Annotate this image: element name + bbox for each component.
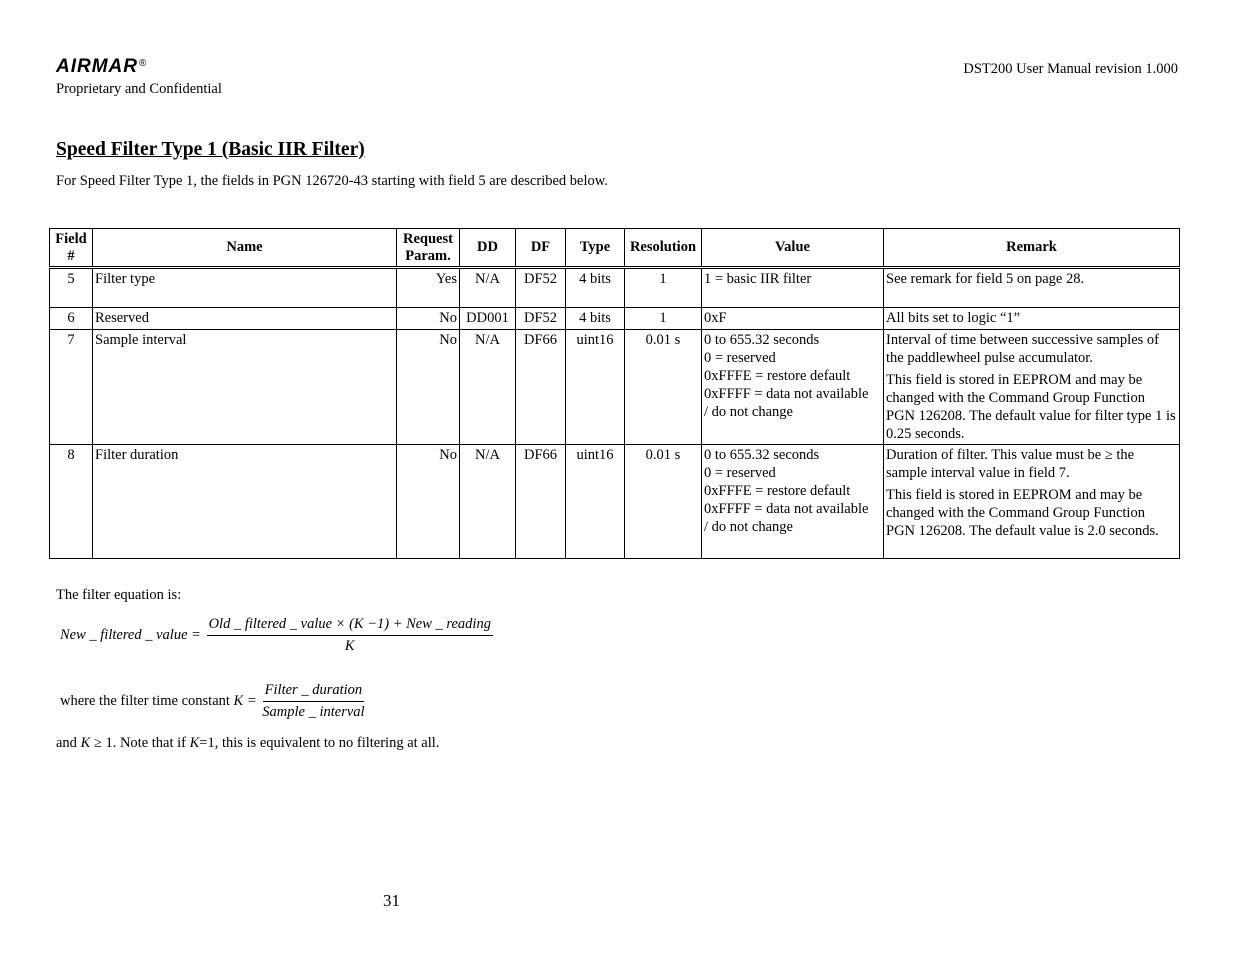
header-df: DF [516, 229, 566, 268]
cell-df: DF66 [516, 445, 566, 559]
cell-field: 6 [50, 308, 93, 330]
page-number: 31 [383, 891, 400, 910]
equation-fraction [207, 616, 493, 655]
time-constant-denominator: Sample _ interval [262, 704, 365, 720]
registered-mark: ® [139, 58, 148, 69]
cell-type: 4 bits [566, 268, 625, 308]
time-constant-equation [60, 682, 365, 721]
cell-resolution: 0.01 s [625, 330, 702, 445]
cell-remark: See remark for field 5 on page 28. [884, 268, 1180, 308]
cell-type: 4 bits [566, 308, 625, 330]
cell-dd: N/A [460, 268, 516, 308]
equation-denominator: K [344, 638, 355, 654]
cell-name: Reserved [93, 308, 397, 330]
cell-name: Sample interval [93, 330, 397, 445]
confidential-label: Proprietary and Confidential [56, 81, 222, 97]
header-value: Value [702, 229, 884, 268]
section-heading: Speed Filter Type 1 (Basic IIR Filter) [56, 139, 365, 160]
cell-field: 5 [50, 268, 93, 308]
cell-value: 0xF [702, 308, 884, 330]
header-type: Type [566, 229, 625, 268]
cell-request: No [397, 308, 460, 330]
cell-remark: All bits set to logic “1” [884, 308, 1180, 330]
cell-field: 8 [50, 445, 93, 559]
brand-name: AIRMAR [56, 56, 138, 77]
cell-dd: N/A [460, 445, 516, 559]
cell-df: DF52 [516, 308, 566, 330]
equation-note: and K ≥ 1. Note that if K=1, this is equivalent to no filtering at all. [56, 735, 440, 751]
cell-value: 0 to 655.32 seconds 0 = reserved 0xFFFE = restore default 0xFFFF = data not available / do not change [702, 330, 884, 445]
table-row [50, 330, 1180, 445]
table-row [50, 268, 1180, 308]
brand-logo [56, 56, 147, 78]
header-resolution: Resolution [625, 229, 702, 268]
table-row [50, 445, 1180, 559]
cell-resolution: 0.01 s [625, 445, 702, 559]
filter-equation [60, 616, 493, 655]
cell-request: Yes [397, 268, 460, 308]
cell-resolution: 1 [625, 268, 702, 308]
cell-request: No [397, 445, 460, 559]
cell-field: 7 [50, 330, 93, 445]
cell-df: DF52 [516, 268, 566, 308]
header-dd: DD [460, 229, 516, 268]
cell-name: Filter duration [93, 445, 397, 559]
equation-numerator: Old _ filtered _ value × (K −1) + New _ reading [207, 616, 493, 636]
cell-value: 0 to 655.32 seconds 0 = reserved 0xFFFE = restore default 0xFFFF = data not available / do not change [702, 445, 884, 559]
cell-remark: Interval of time between successive samples of the paddlewheel pulse accumulator. This field is stored in EEPROM and may be changed with the Command Group Function PGN 126208. The default value for filter type 1 is 0.25 seconds. [884, 330, 1180, 445]
cell-type: uint16 [566, 330, 625, 445]
header-remark: Remark [884, 229, 1180, 268]
table-row [50, 308, 1180, 330]
equation-intro: The filter equation is: [56, 587, 182, 603]
equation-lhs: New _ filtered _ value = [60, 626, 201, 643]
cell-dd: N/A [460, 330, 516, 445]
cell-name: Filter type [93, 268, 397, 308]
time-constant-fraction [262, 682, 364, 721]
cell-dd: DD001 [460, 308, 516, 330]
time-constant-symbol: K = [233, 692, 257, 709]
cell-resolution: 1 [625, 308, 702, 330]
time-constant-numerator: Filter _ duration [263, 682, 364, 702]
cell-remark: Duration of filter. This value must be ≥ the sample interval value in field 7. This field is stored in EEPROM and may be changed with the Command Group Function PGN 126208. The default value is 2.0 seconds. [884, 445, 1180, 559]
cell-request: No [397, 330, 460, 445]
cell-type: uint16 [566, 445, 625, 559]
field-table [49, 228, 1180, 559]
header-name: Name [93, 229, 397, 268]
cell-value: 1 = basic IIR filter [702, 268, 884, 308]
document-reference: DST200 User Manual revision 1.000 [963, 61, 1178, 77]
table-header-row [50, 229, 1180, 268]
time-constant-prefix: where the filter time constant [60, 692, 230, 709]
header-field: Field # [50, 229, 93, 268]
cell-df: DF66 [516, 330, 566, 445]
section-intro: For Speed Filter Type 1, the fields in PGN 126720-43 starting with field 5 are described below. [56, 173, 608, 189]
header-request: Request Param. [397, 229, 460, 268]
